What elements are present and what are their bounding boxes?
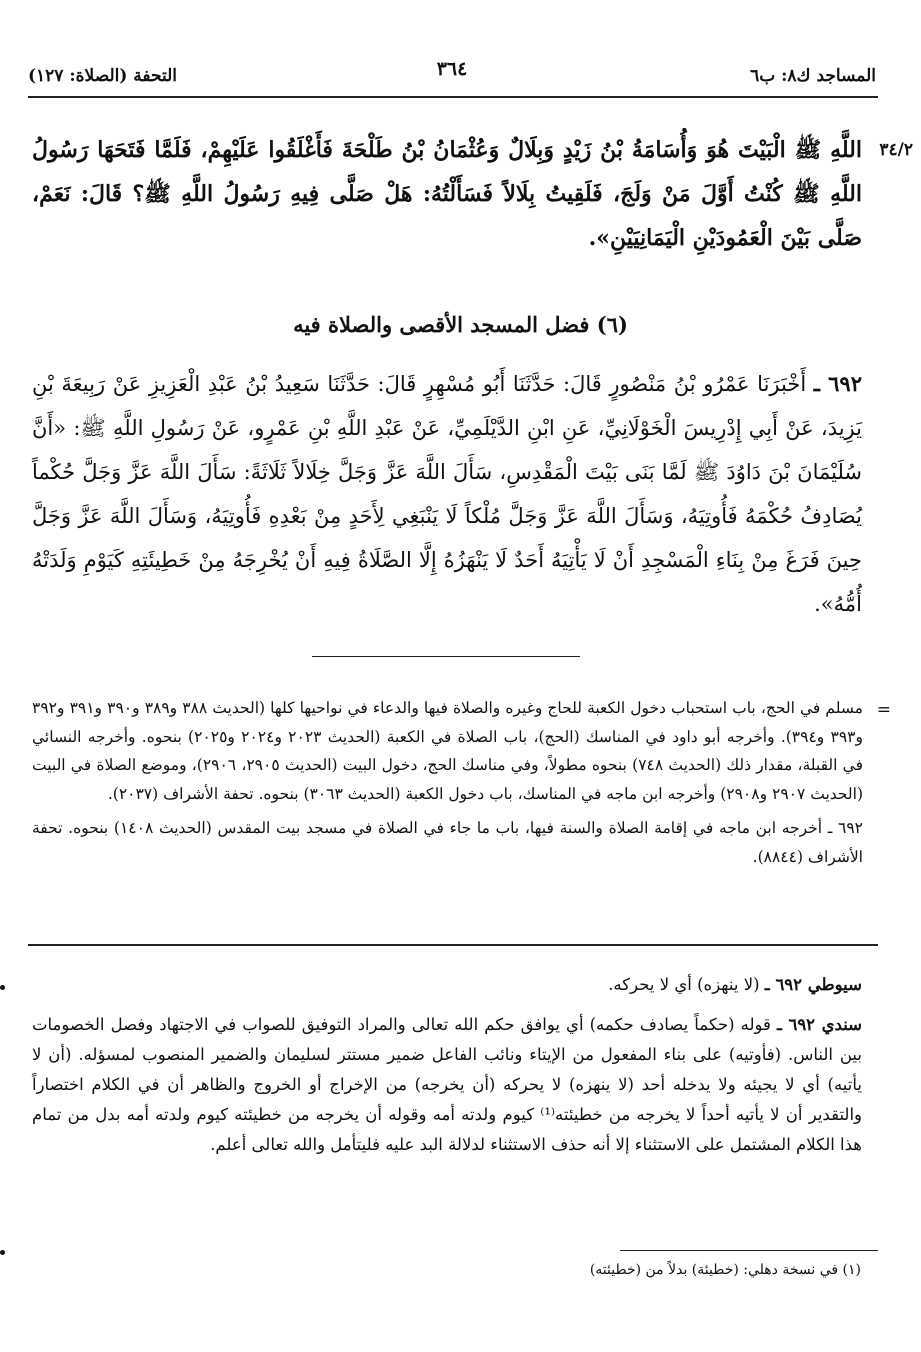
hadith-text: أَخْبَرَنَا عَمْرُو بْنُ مَنْصُورٍ قَالَ: حَدَّثَنَا أَبُو مُسْهِرٍ قَالَ: حَدَّثَنَا سَعِيدُ بْنُ عَبْدِ الْعَزِيزِ عَنْ رَبِيعَةَ بْنِ يَزِيدَ، عَنْ أَبِي إِدْرِيسَ الْخَوْلَانِيِّ، عَنِ ابْنِ الدَّيْلَمِيِّ، عَنْ عَبْدِ اللَّهِ بْنِ عَمْرٍو، عَنْ رَسُولِ اللَّهِ ﷺ: «أَنَّ سُلَيْمَانَ بْنَ دَاوُدَ ﷺ لَمَّا بَنَى بَيْتَ الْمَقْدِسِ، سَأَلَ اللَّهَ عَزَّ وَجَلَّ خِلَالاً ثَلَاثَةً: سَأَلَ اللَّهَ عَزَّ وَجَلَّ حُكْماً يُصَادِفُ حُكْمَهُ فَأُوتِيَهُ، وَسَأَلَ اللَّهَ عَزَّ وَجَلَّ مُلْكاً لَا يَنْبَغِي لِأَحَدٍ مِنْ بَعْدِهِ فَأُوتِيَهُ، وَسَأَلَ اللَّهَ عَزَّ وَجَلَّ حِينَ فَرَغَ مِنْ بِنَاءِ الْمَسْجِدِ أَنْ لَا يَأْتِيَهُ أَحَدٌ لَا يَنْهَزُهُ إِلَّا الصَّلَاةُ فِيهِ أَنْ يُخْرِجَهُ مِنْ خَطِيئَتِهِ كَيَوْمِ وَلَدَتْهُ أُمُّهُ». [32,372,862,616]
side-reference: ٣٤/٢ [879,140,913,160]
header-rule [28,96,878,98]
bottom-footnote-divider [620,1250,878,1251]
margin-dot [0,985,5,990]
hadith-continuation [32,128,862,260]
header-chapter-ref: المساجد ك٨: ب٦ [750,66,876,86]
page-header [28,58,876,92]
header-tuhfa-ref: التحفة (الصلاة: ١٢٧) [28,66,178,86]
page-number: ٣٦٤ [436,58,468,80]
margin-dot [0,1250,5,1255]
suyuti-label: سيوطي ٦٩٢ ـ [764,975,862,994]
footnote-divider [312,656,580,657]
hadith-number: ٦٩٢ ـ [813,371,862,396]
takhrij-footnotes [32,694,863,877]
sindi-label: سندي ٦٩٢ ـ [777,1015,863,1034]
suyuti-commentary [32,970,862,1000]
footnote-continuation-marker: = [876,700,891,720]
section-title: (٦) فضل المسجد الأقصى والصلاة فيه [293,312,628,337]
commentary-rule [28,944,878,946]
footnote-paragraph: ٦٩٢ ـ أخرجه ابن ماجه في إقامة الصلاة والسنة فيها، باب ما جاء في الصلاة في مسجد بيت المقدس (الحديث ١٤٠٨) بنحوه. تحفة الأشراف (٨٨٤٤). [32,819,863,866]
sindi-text: قوله (حكماً يصادف حكمه) أي يوافق حكم الله تعالى والمراد التوفيق للصواب في الاجتهاد وفصل الخصومات بين الناس. (فأوتيه) على بناء المفعول من الإيتاء ونائب الفاعل ضمير مستتر لسليمان والضمير المنصوب لمسؤله. (أن لا يأتيه) أي لا يجيئه ولا يدخله أحد (لا ينهزه) لا يحركه (أن يخرجه) من الإخراج أو الخروج والظاهر أن في الكلام اختصاراً والتقدير أن لا يأتيه أحداً لا يخرجه من خطيئته⁽¹⁾ كيوم ولدته أمه وقوله أن يخرجه من خطيئته كيوم ولدته أمه بدل من تمام هذا الكلام المشتمل على الاستثناء إلا أنه حذف الاستثناء لدلالة البد عليه فليتأمل والله تعالى أعلم. [32,1015,862,1154]
footnote-paragraph: مسلم في الحج، باب استحباب دخول الكعبة للحاج وغيره والصلاة فيها والدعاء في نواحيها كلها (الحديث ٣٨٨ و٣٨٩ و٣٩٠ و٣٩١ و٣٩٢ و٣٩٣ و٣٩٤). وأخرجه أبو داود في المناسك (الحج)، باب الصلاة في الكعبة (الحديث ٢٠٢٣ و٢٠٢٤ و٢٠٢٥) بنحوه. وأخرجه النسائي في القبلة، مقدار ذلك (الحديث ٧٤٨) بنحوه مطولاً، وفي مناسك الحج، دخول البيت (الحديث ٢٩٠٥، ٢٩٠٦)، وموضع الصلاة في البيت (الحديث ٢٩٠٧ و٢٩٠٨) وأخرجه ابن ماجه في المناسك، باب دخول الكعبة (الحديث ٣٠٦٣) بنحوه. تحفة الأشراف (٢٠٣٧). [32,699,863,803]
hadith-692 [32,362,862,626]
commentary-section [32,970,862,1170]
suyuti-text: (لا ينهزه) أي لا يحركه. [608,975,760,994]
bottom-footnote: (١) في نسخة دهلي: (خطيئة) بدلاً من (خطيئته) [589,1262,861,1278]
sindi-commentary [32,1010,862,1160]
hadith-continuation-text: اللَّهِ ﷺ الْبَيْتَ هُوَ وَأُسَامَةُ بْنُ زَيْدٍ وَبِلَالٌ وَعُثْمَانُ بْنُ طَلْحَةَ فَأَغْلَقُوا عَلَيْهِمْ، فَلَمَّا فَتَحَهَا رَسُولُ اللَّهِ ﷺ كُنْتُ أَوَّلَ مَنْ وَلَجَ، فَلَقِيتُ بِلَالاً فَسَأَلْتُهُ: هَلْ صَلَّى فِيهِ رَسُولُ اللَّهِ ﷺ؟ قَالَ: نَعَمْ، صَلَّى بَيْنَ الْعَمُودَيْنِ الْيَمَانِيَيْنِ». [32,137,862,251]
